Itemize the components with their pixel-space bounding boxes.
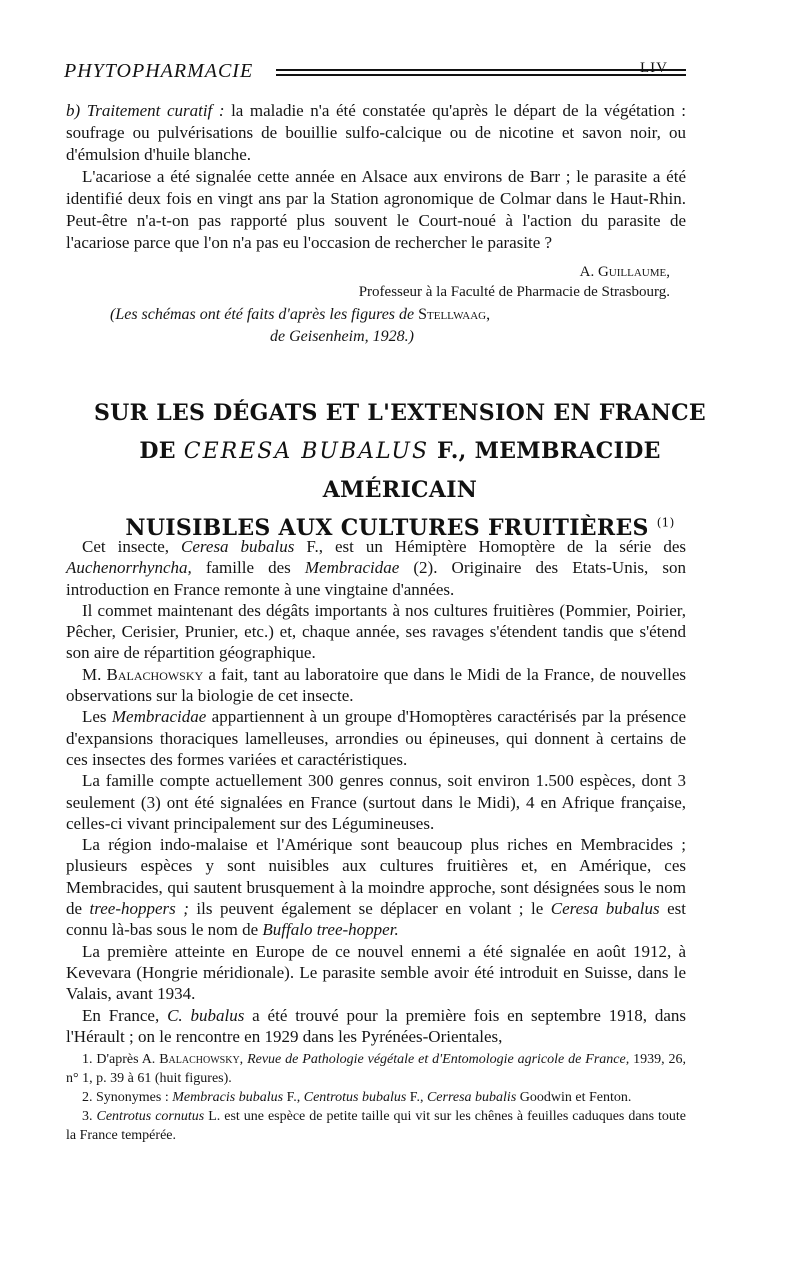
fn3-text-a: 3.	[82, 1109, 97, 1124]
title-footnote-ref: (1)	[656, 515, 675, 530]
p4-family: Membracidae	[111, 707, 207, 727]
footnote-3	[66, 1107, 686, 1145]
paragraph-7: La première atteinte en Europe de ce nouvel ennemi a été signalée en août 1912, à Kevevara (Hongrie méridionale). Le parasite semble avoir été introduit en Suisse, dans le Valais, avant 1934.	[66, 941, 686, 1004]
p1-series: Auchenorrhyncha,	[66, 558, 192, 578]
fn1-author: Balachowsky,	[159, 1052, 244, 1067]
p1-text-a: Cet insecte,	[82, 537, 182, 556]
page-number: LIV	[640, 60, 668, 76]
p3-text: a fait, tant au laboratoire que dans le Midi de la France, de nouvelles observations sur la biologie de cet insecte.	[66, 664, 686, 706]
title-species: CERESA BUBALUS	[183, 439, 430, 464]
fn2-text-a: 2. Synonymes :	[82, 1090, 173, 1105]
fn2-syn-1: Membracis bubalus	[172, 1090, 284, 1105]
p6-species: Ceresa bubalus	[550, 899, 660, 919]
paragraph-traitement-curatif	[66, 100, 686, 166]
text-traitement-curatif: la maladie n'a été constatée qu'après le départ de la végétation : soufrage ou pulvérisations de bouillie sulfo-calcique ou de nicotine et savon noir, ou d'émulsion d'huile blanche.	[66, 101, 687, 164]
fn2-text-c: F.,	[283, 1090, 304, 1105]
paragraph-4	[66, 706, 686, 770]
title-suffix: F., MEMBRACIDE AMÉRICAIN	[322, 438, 661, 503]
fn2-syn-2: Centrotus bubalus	[303, 1090, 407, 1105]
author-name: A. Guillaume,	[579, 264, 670, 280]
fn2-text-g: Goodwin et Fenton.	[516, 1090, 632, 1105]
credit-text: (Les schémas ont été faits d'après les figures de	[110, 306, 419, 323]
paragraph-8	[66, 1005, 686, 1048]
paragraph-1	[66, 536, 686, 600]
p8-text-a: En France,	[82, 1005, 168, 1025]
paragraph-2: Il commet maintenant des dégâts importants à nos cultures fruitières (Pommier, Poirier, Pêcher, Cerisier, Prunier, etc.) et, chaque année, ses ravages s'étendent tandis que s'étend son aire de répartition géographique.	[66, 600, 686, 663]
footnote-2	[66, 1088, 686, 1107]
title-line-3-text: NUISIBLES AUX CULTURES FRUITIÈRES	[125, 515, 649, 541]
fn3-text-c: L. est une espèce de petite taille qui vit sur les chênes à feuilles caduques dans toute la France tempérée.	[66, 1109, 686, 1143]
header-double-rule	[276, 69, 686, 76]
p3-author: M. Balachowsky	[82, 664, 204, 684]
fn2-syn-3: Cerresa bubalis	[426, 1090, 517, 1105]
footnotes	[66, 1050, 686, 1145]
p1-text-g: (2). Originaire des Etats-Unis, son introduction en France remonte à une vingtaine d'années.	[66, 558, 686, 599]
p4-text-c: appartiennent à un groupe d'Homoptères caractérisés par la présence d'expansions thoraciques lamelleuses, arrondies ou épineuses, qui donnent à certains de ces insectes des formes variées et caractéristiques.	[66, 707, 687, 769]
credit-line-1	[110, 304, 610, 326]
article-title	[60, 394, 740, 547]
paragraph-acariose: L'acariose a été signalée cette année en Alsace aux environs de Barr ; le parasite a été identifié deux fois en vingt ans par la Station agronomique de Colmar dans le Haut-Rhin. Peut-être n'a-t-on pas rapporté plus souvent le Court-noué à l'action du parasite de l'acariose parce que l'on n'a pas eu l'occasion de rechercher le parasite ?	[66, 167, 686, 252]
fn2-text-e: F.,	[406, 1090, 427, 1105]
p1-text-e: famille des	[191, 558, 305, 578]
paragraph-3	[66, 664, 686, 707]
p1-species: Ceresa bubalus	[181, 537, 295, 556]
fn1-journal: Revue de Pathologie végétale et d'Entomologie agricole de France,	[243, 1052, 630, 1067]
p4-text-a: Les	[82, 707, 112, 727]
credit-line-2: de Geisenheim, 1928.)	[270, 328, 414, 345]
p8-text-c: a été trouvé pour la première fois en septembre 1918, dans l'Hérault ; on le rencontre en 1929 dans les Pyrénées-Orientales,	[66, 1005, 686, 1046]
figure-credit	[110, 304, 610, 348]
p1-text-c: F., est un Hémiptère Homoptère de la série des	[294, 537, 687, 556]
p6-text-e: est connu là-bas sous le nom de	[66, 899, 686, 940]
author-affiliation: Professeur à la Faculté de Pharmacie de Strasbourg.	[358, 284, 670, 300]
credit-name: Stellwaag,	[418, 306, 491, 323]
running-header	[64, 60, 664, 84]
paragraph-6	[66, 834, 686, 940]
p6-tree-hoppers: tree-hoppers ;	[89, 899, 189, 919]
fn1-text-a: 1. D'après A.	[82, 1052, 160, 1067]
author-signature	[230, 262, 670, 302]
p1-family: Membracidae	[304, 558, 400, 578]
label-traitement-curatif: b) Traitement curatif :	[66, 101, 225, 120]
title-prefix: DE	[139, 438, 176, 464]
p6-text-c: ils peuvent également se déplacer en volant ; le	[188, 899, 551, 919]
paragraph-5: La famille compte actuellement 300 genres connus, soit environ 1.500 espèces, dont 3 seulement (3) ont été signalées en France (surtout dans le Midi), 4 en Afrique française, celles-ci vivant principalement sur des Légumineuses.	[66, 771, 686, 833]
footnote-1	[66, 1050, 686, 1088]
article-body	[66, 536, 686, 1047]
fn3-species: Centrotus cornutus	[96, 1109, 205, 1124]
title-line-2	[60, 432, 740, 509]
p8-species: C. bubalus	[167, 1005, 245, 1025]
p6-buffalo: Buffalo tree-hopper.	[262, 920, 399, 940]
journal-title: PHYTOPHARMACIE	[64, 60, 254, 82]
p6-text-a: La région indo-malaise et l'Amérique sont beaucoup plus riches en Membracides ; plusieurs espèces y sont nuisibles aux cultures fruitières et, en Amérique, ces Membracides, qui sautent brusquement à la moindre approche, sont désignées sous le nom de	[66, 835, 686, 919]
previous-article-text	[66, 100, 686, 254]
fn1-rest: 1939, 26, n° 1, p. 39 à 61 (huit figures).	[66, 1052, 687, 1086]
title-line-1: SUR LES DÉGATS ET L'EXTENSION EN FRANCE	[93, 400, 707, 426]
